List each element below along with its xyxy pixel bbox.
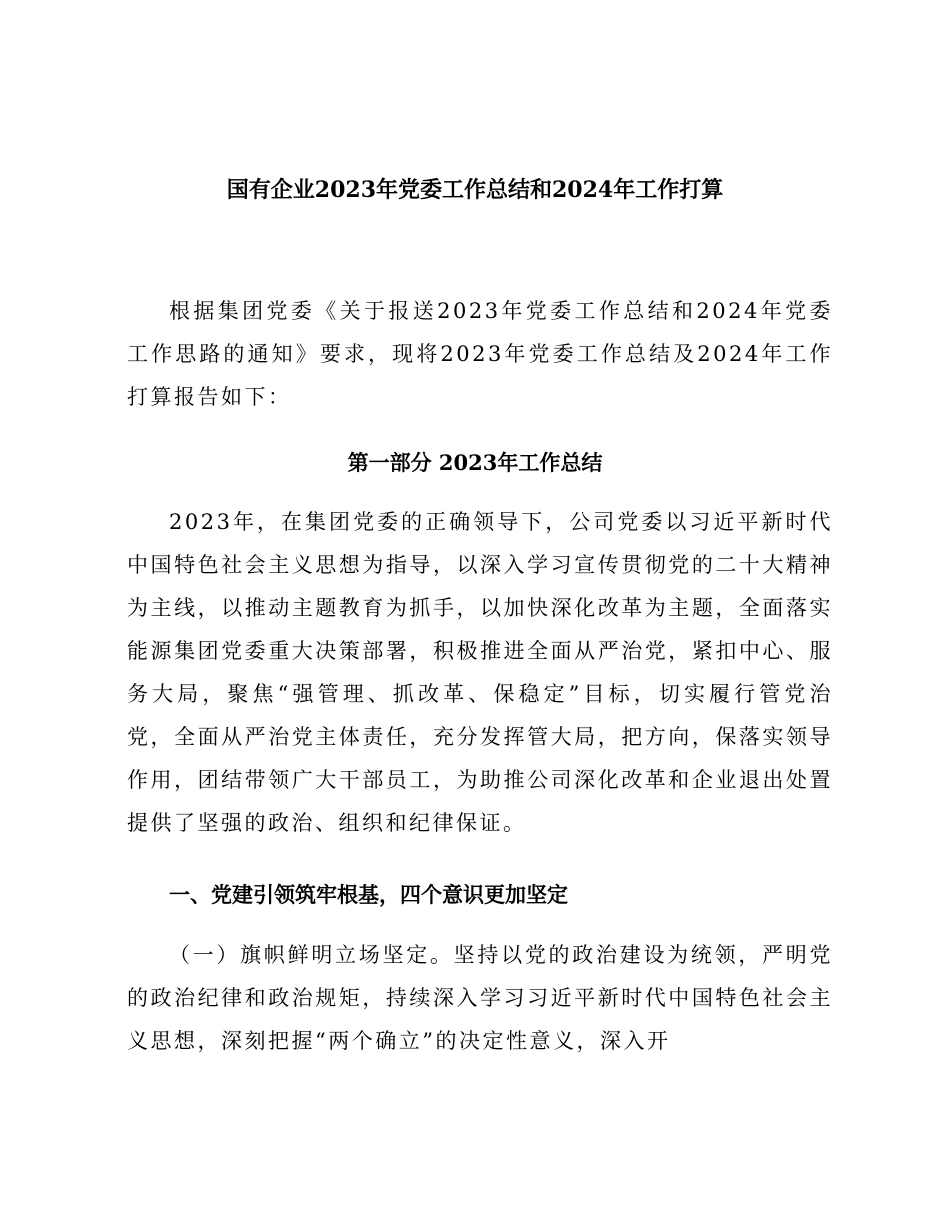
part-one-heading: 第一部分 2023年工作总结 [347, 450, 603, 475]
document-title: 国有企业2023年党委工作总结和2024年工作打算 [226, 177, 724, 203]
intro-paragraph: 根据集团党委《关于报送2023年党委工作总结和2024年党委工作思路的通知》要求，现将2023年党委工作总结及2024年工作打算报告如下： [127, 299, 833, 409]
section-one-heading: 一、党建引领筑牢根基，四个意识更加坚定 [169, 883, 568, 907]
item-one-paragraph: （一）旗帜鲜明立场坚定。坚持以党的政治建设为统领，严明党的政治纪律和政治规矩，持续深入学习习近平新时代中国特色社会主义思想，深刻把握“两个确立”的决定性意义，深入开 [127, 943, 833, 1053]
summary-paragraph: 2023年，在集团党委的正确领导下，公司党委以习近平新时代中国特色社会主义思想为指导，以深入学习宣传贯彻党的二十大精神为主线，以推动主题教育为抓手，以加快深化改革为主题，全面落实能源集团党委重大决策部署，积极推进全面从严治党，紧扣中心、服务大局，聚焦“强管理、抓改革、保稳定”目标，切实履行管党治党，全面从严治党主体责任，充分发挥管大局，把方向，保落实领导作用，团结带领广大干部员工，为助推公司深化改革和企业退出处置提供了坚强的政治、组织和纪律保证。 [127, 510, 833, 835]
